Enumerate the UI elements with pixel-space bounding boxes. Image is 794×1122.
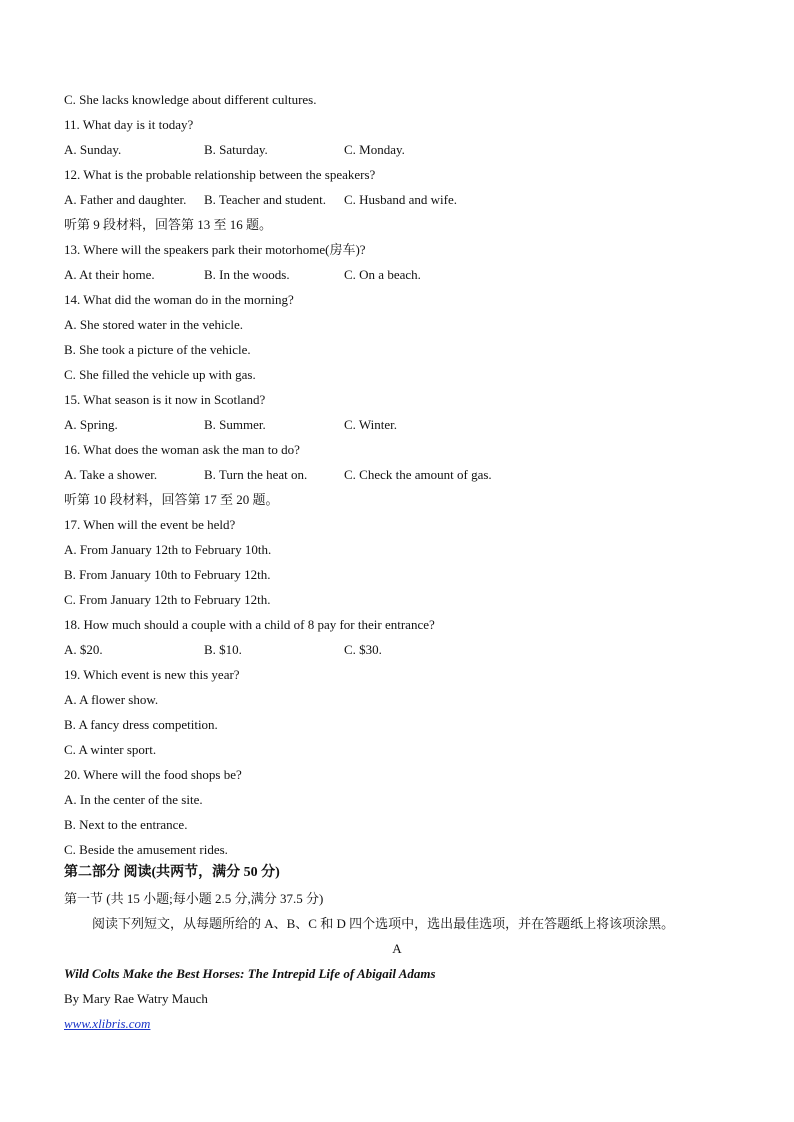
- q12-option-c: C. Husband and wife.: [344, 192, 458, 207]
- q15-option-b: B. Summer.: [204, 417, 266, 432]
- q18-option-a: A. $20.: [64, 642, 103, 657]
- q15-options: [64, 417, 764, 433]
- q14-option-b: B. She took a picture of the vehicle.: [64, 342, 251, 357]
- q18-option-c: C. $30.: [344, 642, 382, 657]
- q11-option-c: C. Monday.: [344, 142, 405, 157]
- question-18: 18. How much should a couple with a child of 8 pay for their entrance?: [64, 617, 435, 632]
- website-link[interactable]: www.xlibris.com: [64, 1016, 151, 1031]
- q12-options: [64, 192, 764, 208]
- question-19: 19. Which event is new this year?: [64, 667, 240, 682]
- q16-options: [64, 467, 764, 483]
- q15-option-a: A. Spring.: [64, 417, 118, 432]
- question-20: 20. Where will the food shops be?: [64, 767, 242, 782]
- q18-options: [64, 642, 764, 658]
- segment-9-instruction: 听第 9 段材料，回答第 13 至 16 题。: [64, 217, 273, 232]
- q20-option-b: B. Next to the entrance.: [64, 817, 188, 832]
- q19-option-b: B. A fancy dress competition.: [64, 717, 218, 732]
- question-11: 11. What day is it today?: [64, 117, 194, 132]
- q13-options: [64, 267, 764, 283]
- q20-option-a: A. In the center of the site.: [64, 792, 203, 807]
- question-16: 16. What does the woman ask the man to do?: [64, 442, 300, 457]
- q11-option-b: B. Saturday.: [204, 142, 268, 157]
- question-15: 15. What season is it now in Scotland?: [64, 392, 266, 407]
- section-1-heading: 第一节 (共 15 小题;每小题 2.5 分,满分 37.5 分): [64, 891, 324, 906]
- question-13: 13. Where will the speakers park their motorhome(房车)?: [64, 242, 366, 257]
- q17-option-a: A. From January 12th to February 10th.: [64, 542, 272, 557]
- q17-option-c: C. From January 12th to February 12th.: [64, 592, 271, 607]
- q12-option-a: A. Father and daughter.: [64, 192, 187, 207]
- q19-option-a: A. A flower show.: [64, 692, 159, 707]
- q13-option-a: A. At their home.: [64, 267, 155, 282]
- question-14: 14. What did the woman do in the morning?: [64, 292, 294, 307]
- segment-10-instruction: 听第 10 段材料，回答第 17 至 20 题。: [64, 492, 279, 507]
- q13-option-c: C. On a beach.: [344, 267, 421, 282]
- part-2-title: 第二部分 阅读(共两节，满分 50 分): [64, 865, 280, 880]
- q16-option-c: C. Check the amount of gas.: [344, 467, 492, 482]
- book-author: By Mary Rae Watry Mauch: [64, 991, 208, 1006]
- q12-option-b: B. Teacher and student.: [204, 192, 326, 207]
- q11-options: [64, 142, 764, 158]
- q13-option-b: B. In the woods.: [204, 267, 290, 282]
- q18-option-b: B. $10.: [204, 642, 242, 657]
- q19-option-c: C. A winter sport.: [64, 742, 157, 757]
- q20-option-c: C. Beside the amusement rides.: [64, 842, 228, 857]
- book-title: Wild Colts Make the Best Horses: The Intrepid Life of Abigail Adams: [64, 966, 436, 981]
- q16-option-b: B. Turn the heat on.: [204, 467, 308, 482]
- q14-option-a: A. She stored water in the vehicle.: [64, 317, 244, 332]
- question-12: 12. What is the probable relationship between the speakers?: [64, 167, 376, 182]
- q10-option-c: C. She lacks knowledge about different cultures.: [64, 92, 317, 107]
- reading-instruction: 阅读下列短文，从每题所给的 A、B、C 和 D 四个选项中，选出最佳选项，并在答题纸上将该项涂黑。: [92, 916, 675, 931]
- passage-label: A: [392, 941, 402, 956]
- q16-option-a: A. Take a shower.: [64, 467, 158, 482]
- question-17: 17. When will the event be held?: [64, 517, 236, 532]
- q15-option-c: C. Winter.: [344, 417, 398, 432]
- q17-option-b: B. From January 10th to February 12th.: [64, 567, 271, 582]
- q14-option-c: C. She filled the vehicle up with gas.: [64, 367, 256, 382]
- q11-option-a: A. Sunday.: [64, 142, 122, 157]
